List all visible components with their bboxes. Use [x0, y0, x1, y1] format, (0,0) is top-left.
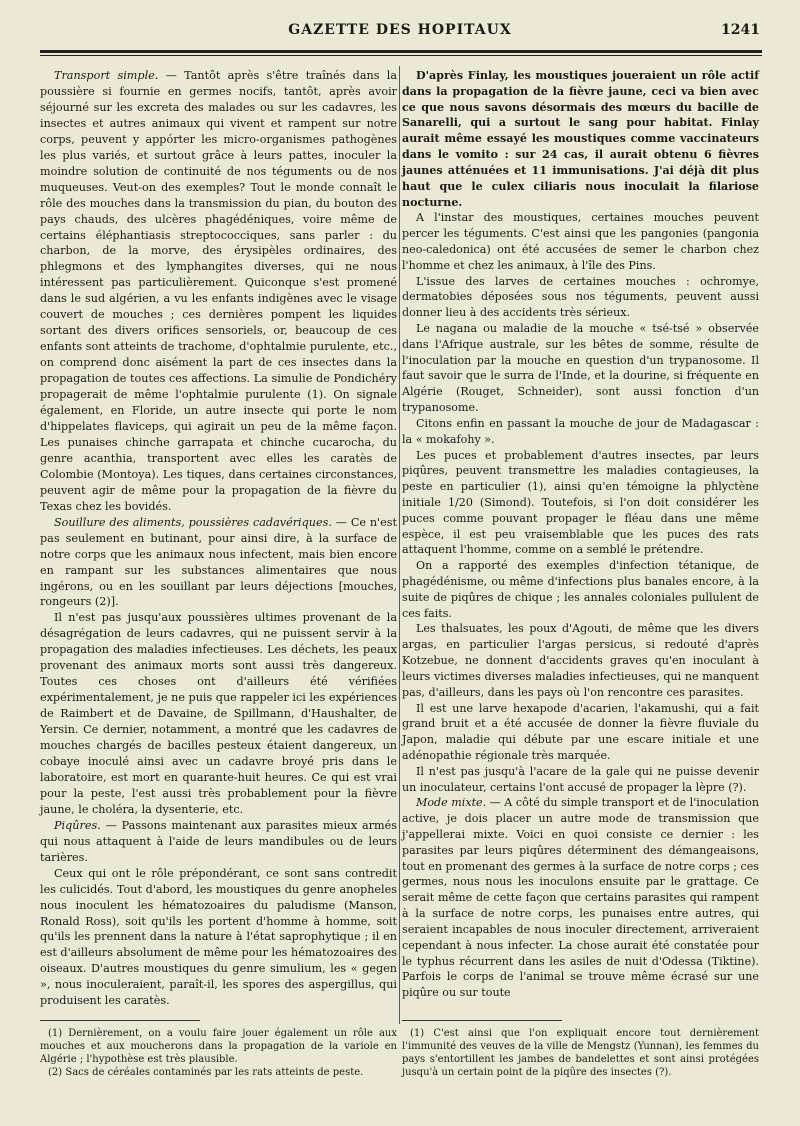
paragraph [402, 621, 759, 700]
paragraph-text: A l'instar des moustiques, certaines mouches peuvent percer les téguments. C'est ainsi que les pangonies (pangonia neo-caledonica) ont été accusées de semer le charbon chez l'homme et chez les animaux, à l'île des Pins. [402, 211, 759, 272]
paragraph [402, 416, 759, 448]
paragraph [402, 558, 759, 621]
paragraph-text: Il n'est pas jusqu'à l'acare de la gale qui ne puisse devenir un inoculateur, certains l'ont accusé de propager la lèpre (?). [402, 764, 759, 794]
paragraph-text: Tantôt après s'être traînés dans la poussière si fournie en germes nocifs, tantôt, après avoir séjourné sur les excreta des malades ou sur les cadavres, les insectes et autres animaux qui vivent et rampent sur notre corps, peuvent y appórter les micro-organismes pathogènes les plus variés, et surtout grâce à leurs pattes, inoculer la moindre solution de continuité de nos téguments ou de nos muqueuses. Veut-on des exemples? Tout le monde connaît le rôle des mouches dans la transmission du pian, du bouton des pays chauds, des ulcères phagédéniques, voire même de certains éléphantiasis streptococciques, sans parler : du charbon, de la morve, des érysipèles ordinaires, des phlegmons et des lymphangites diverses, qui ne nous intéressent pas particulièrement. Quiconque s'est promené dans le sud algérien, a vu les enfants indigènes avec le visage couvert de mouches ; ces dernières pompent les liquides sortant des divers orifices sensoriels, or, beaucoup de ces enfants sont atteints de trachome, d'ophtalmie purulente, etc., on comprend donc aisément la part de ces insectes dans la propagation de toutes ces affections. La simulie de Pondichéry propagerait de même l'ophtalmie purulente (1). On signale également, en Floride, un autre insecte qui porte le nom d'hippelates flaviceps, qui agirait un peu de la même façon. Les punaises chinche garrapata et chinche cucarocha, du genre acanthia, transportent avec elles les caratès de Colombie (Montoya). Les tiques, dans certaines circonstances, peuvent agir de même pour la propagation de la fièvre du Texas chez les bovidés. [40, 69, 397, 513]
paragraph-text: Les puces et probablement d'autres insectes, par leurs piqûres, peuvent transmettre les maladies contagieuses, la peste en particulier (1), ainsi qu'en témoigne la phlyctène initiale 1/20 (Simond). Toutefois, si l'on doit considérer les puces comme pouvant propager le fléau dans une même espèce, il est peu vraisemblable que les puces des rats attaquent l'homme, comme on a semblé le prétendre. [402, 448, 759, 557]
paragraph [402, 448, 759, 559]
paragraph-text: Ce n'est pas seulement en butinant, pour ainsi dire, à la surface de notre corps que les animaux nous infectent, mais bien encore en rampant sur les substances alimentaires que nous ingérons, ou en les souillant par leurs déjections [mouches, rongeurs (2)]. [40, 515, 397, 609]
header-rule-thin [40, 55, 762, 56]
paragraph [402, 795, 759, 1001]
paragraph-text: Il est une larve hexapode d'acarien, l'akamushi, qui a fait grand bruit et a été accusée de donner la fièvre fluviale du Japon, maladie qui débute par une escare initiale et une adénopathie régionale très marquée. [402, 701, 759, 762]
footnote: (1) C'est ainsi que l'on expliquait encore tout dernièrement l'immunité des veuves de la ville de Mengstz (Yunnan), les femmes du pays s'entortillent les jambes de bandelettes et sont ainsi protégées jusqu'à un certain point de la piqûre des insectes (?). [402, 1028, 759, 1078]
footnote-rule-left [40, 1020, 200, 1021]
paragraph-text: Les thalsuates, les poux d'Agouti, de même que les divers argas, en particulier l'argas persicus, si redouté d'après Kotzebue, ne donnent d'accidents graves qu'en inoculant à leurs victimes diverses maladies infectieuses, qui ne manquent pas, d'ailleurs, dans les pays où l'on rencontre ces parasites. [402, 622, 759, 699]
paragraph-text: Ceux qui ont le rôle prépondérant, ce sont sans contredit les culicidés. Tout d'abord, les moustiques du genre anopheles nous inoculent les hématozoaires du paludisme (Manson, Ronald Ross), soit qu'ils les portent d'homme à homme, soit qu'ils les prennent dans la nature à l'état saprophytique ; il en est d'ailleurs absolument de même pour les hématozoaires des oiseaux. D'autres moustiques du genre simulium, les « gegen », nous inoculeraient, paraît-il, les spores des aspergillus, qui produisent les caratès. [40, 866, 397, 1008]
section-lead: Transport simple. — [54, 69, 177, 82]
paragraph-text: A côté du simple transport et de l'inoculation active, je dois placer un autre mode de transmission que j'appellerai mixte. Voici en quoi consiste ce dernier : les parasites par leurs piqûres déterminent des démangeaisons, tout en promenant des germes à la surface de notre corps ; ces germes, nous nous les inoculons ensuite par le grattage. Ce serait même de cette façon que certains parasites qui rampent à la surface de notre corps, les punaises entre autres, qui seraient incapables de nous inoculer directement, arriveraient cependant à nous infecter. La chose aurait été constatée pour le typhus récurrent dans les asiles de nuit d'Odessa (Tiktine). Parfois le corps de l'animal se trouve même écrasé sur une piqûre ou sur toute [402, 796, 760, 1000]
section-lead: Souillure des aliments, poussières cadavériques. — [54, 515, 347, 529]
page-header [40, 22, 760, 44]
header-rule-thick [40, 50, 762, 53]
section-lead: Mode mixte. — [416, 796, 501, 810]
paragraph [40, 610, 397, 817]
paragraph-text: Passons maintenant aux parasites mieux armés qui nous attaquent à l'aide de leurs mandibules ou de leurs tarières. [40, 818, 397, 864]
section-lead: Piqûres. — [54, 818, 117, 832]
right-column [402, 68, 759, 1001]
footnotes-right [402, 1027, 759, 1079]
paragraph [402, 701, 759, 764]
footnote: (2) Sacs de céréales contaminés par les rats atteints de peste. [48, 1067, 364, 1078]
paragraph [40, 866, 397, 1010]
paragraph [402, 321, 759, 416]
paragraph-text: Citons enfin en passant la mouche de jour de Madagascar : la « mokafohy ». [402, 416, 759, 446]
page-number: 1241 [721, 22, 760, 38]
footnotes-left [40, 1027, 397, 1079]
footnote-rule-right [402, 1020, 562, 1021]
paragraph [40, 515, 397, 611]
paragraph [402, 764, 759, 796]
left-column [40, 68, 397, 1009]
journal-title: GAZETTE DES HOPITAUX [288, 22, 512, 38]
paragraph-text: L'issue des larves de certaines mouches : ochromye, dermatobies déposées sous nos téguments, peuvent aussi donner lieu à des accidents très sérieux. [402, 274, 759, 320]
footnote: (1) Dernièrement, on a voulu faire jouer également un rôle aux mouches et aux moucherons dans la propagation de la variole en Algérie ; l'hypothèse est très plausible. [40, 1028, 397, 1065]
paragraph [402, 68, 759, 210]
paragraph [40, 68, 397, 515]
paragraph-text: D'après Finlay, les moustiques joueraient un rôle actif dans la propagation de la fièvre jaune, ceci va bien avec ce que nous savons désormais des mœurs du bacille de Sanarelli, qui a surtout le sang pour habitat. Finlay aurait même essayé les moustiques comme vaccinateurs dans le vomito : sur 24 cas, il aurait obtenu 6 fièvres jaunes atténuées et 11 immunisations. J'ai déjà dit plus haut que le culex ciliaris nous inoculait la filariose nocturne. [402, 69, 759, 209]
paragraph-text: Le nagana ou maladie de la mouche « tsé-tsé » observée dans l'Afrique australe, sur les bêtes de somme, résulte de l'inoculation par la mouche en question d'un trypanosome. Il faut savoir que le surra de l'Inde, et la dourine, si fréquente en Algérie (Rouget, Schneider), sont aussi fonction d'un trypanosome. [402, 322, 759, 415]
paragraph [40, 818, 397, 866]
paragraph-text: On a rapporté des exemples d'infection tétanique, de phagédénisme, ou même d'infections plus banales encore, à la suite de piqûres de chique ; les annales coloniales pullulent de ces faits. [402, 559, 759, 620]
paragraph [402, 210, 759, 273]
column-divider [399, 66, 400, 1024]
paragraph [402, 274, 759, 321]
paragraph-text: Il n'est pas jusqu'aux poussières ultimes provenant de la désagrégation de leurs cadavres, qui ne puissent servir à la propagation des maladies infectieuses. Les déchets, les peaux provenant des animaux morts sont aussi très dangereux. Toutes ces choses ont d'ailleurs été vérifiées expérimentalement, je ne puis que rappeler ici les expériences de Raimbert et de Davaine, de Spillmann, d'Haushalter, de Yersin. Ce dernier, notamment, a montré que les cadavres de mouches chargés de bacilles pesteux étaient dangereux, un cobaye inoculé ainsi avec un cadavre broyé pris dans le laboratoire, est mort en quarante-huit heures. Ce qui est vrai pour la peste, l'est aussi très probablement pour la fièvre jaune, le choléra, la dysenterie, etc. [40, 611, 397, 816]
